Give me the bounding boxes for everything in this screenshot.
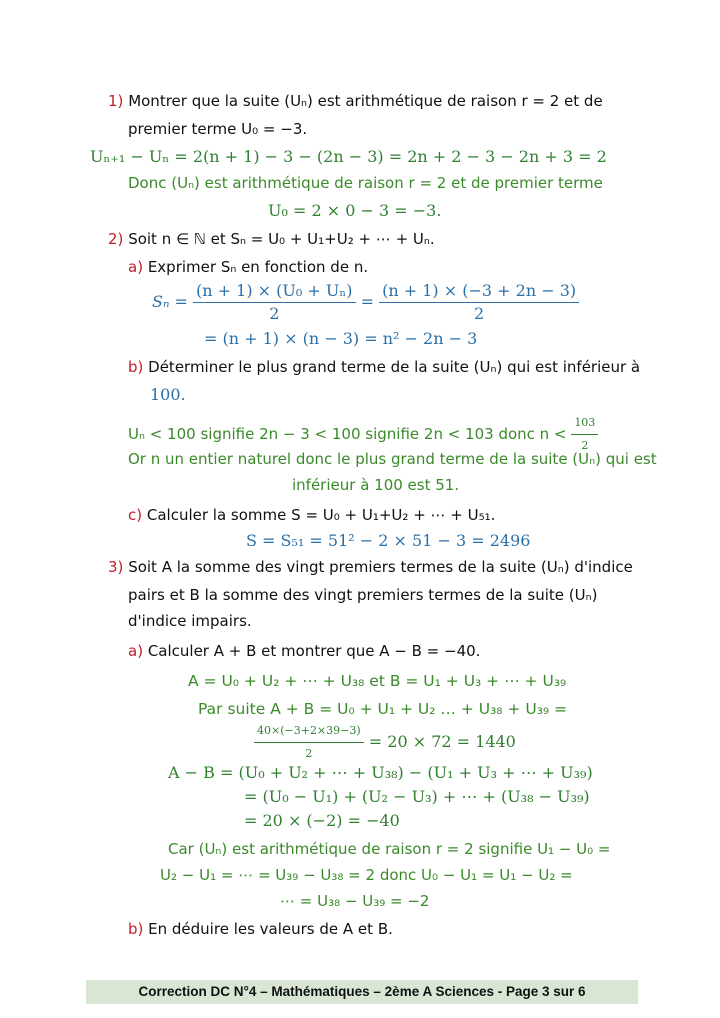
subquestion-label: a) [128,642,144,660]
answer-3a-line8: U₂ − U₁ = ⋯ = U₃₉ − U₃₈ = 2 donc U₀ − U₁ = U₁ − U₂ = [160,866,573,884]
subquestion-text: Exprimer Sₙ en fonction de n. [147,258,369,276]
fraction-denominator: 2 [474,304,485,323]
fraction-denominator: 2 [305,747,313,760]
answer-3a-line2: Par suite A + B = U₀ + U₁ + U₂ … + U₃₈ + U₃₉ = [198,700,568,718]
question-number: 1) [108,92,124,110]
fraction-1 [193,280,356,325]
fraction-denominator: 2 [269,304,280,323]
subquestion-label: b) [128,358,144,376]
question-text: Montrer que la suite (Uₙ) est arithmétique de raison r = 2 et de [128,92,603,110]
question-number: 2) [108,230,124,248]
answer-2c: S = S₅₁ = 51² − 2 × 51 − 3 = 2496 [246,531,531,550]
question-3b [128,918,393,940]
page-footer: Correction DC N°4 – Mathématiques – 2ème A Sciences - Page 3 sur 6 [86,980,638,1004]
question-3-line3: d'indice impairs. [128,612,252,630]
question-2 [108,228,435,250]
question-number: 3) [108,558,124,576]
fraction-numerator: 103 [571,412,598,435]
question-3-line2: pairs et B la somme des vingt premiers termes de la suite (Uₙ) [128,586,598,604]
fraction-2 [379,280,579,325]
question-1 [108,90,603,112]
answer-text: Uₙ < 100 signifie 2n − 3 < 100 signifie 2n < 103 donc n < [128,425,567,443]
question-3 [108,556,633,578]
question-2b-line2: 100. [150,385,186,404]
lhs: Sₙ = [152,292,188,311]
question-text: Soit A la somme des vingt premiers termes de la suite (Uₙ) d'indice [128,558,633,576]
answer-3a-line7: Car (Uₙ) est arithmétique de raison r = 2 signifie U₁ − U₀ = [168,840,611,858]
question-2a [128,256,368,278]
answer-1-line2: Donc (Uₙ) est arithmétique de raison r = 2 et de premier terme [128,174,603,192]
question-text: Soit n ∈ ℕ et Sₙ = U₀ + U₁+U₂ + ⋯ + Uₙ. [128,230,435,248]
subquestion-text: Calculer A + B et montrer que A − B = −40. [147,642,481,660]
subquestion-text: Calculer la somme S = U₀ + U₁+U₂ + ⋯ + U₅₁. [146,506,496,524]
answer-1-line1: Uₙ₊₁ − Uₙ = 2(n + 1) − 3 − (2n − 3) = 2n + 2 − 3 − 2n + 3 = 2 [90,147,607,166]
fraction-numerator: 40×(−3+2×39−3) [254,720,364,743]
answer-3a-line6: = 20 × (−2) = −40 [244,811,400,830]
subquestion-label: b) [128,920,144,938]
answer-1-line3: U₀ = 2 × 0 − 3 = −3. [268,201,442,220]
answer-3a-line4: A − B = (U₀ + U₂ + ⋯ + U₃₈) − (U₁ + U₃ + ⋯ + U₃₉) [168,763,593,782]
question-1-line2: premier terme U₀ = −3. [128,120,308,138]
subquestion-label: c) [128,506,143,524]
subquestion-label: a) [128,258,144,276]
fraction [254,720,364,765]
question-2c [128,504,495,526]
answer-2b-line3: inférieur à 100 est 51. [292,476,460,494]
answer-2a-line1 [152,280,579,325]
answer-2a-line2: = (n + 1) × (n − 3) = n² − 2n − 3 [204,329,478,348]
answer-text: = 20 × 72 = 1440 [368,732,516,751]
answer-3a-line9: ⋯ = U₃₈ − U₃₉ = −2 [280,892,430,910]
answer-2b-line2: Or n un entier naturel donc le plus grand terme de la suite (Uₙ) qui est [128,450,657,468]
question-3a [128,640,480,662]
fraction-numerator: (n + 1) × (−3 + 2n − 3) [379,280,579,303]
answer-3a-line1: A = U₀ + U₂ + ⋯ + U₃₈ et B = U₁ + U₃ + ⋯ + U₃₉ [188,672,567,690]
equals: = [360,292,375,311]
subquestion-text: En déduire les valeurs de A et B. [148,920,393,938]
fraction-numerator: (n + 1) × (U₀ + Uₙ) [193,280,356,303]
question-2b [128,356,640,378]
subquestion-text: Déterminer le plus grand terme de la suite (Uₙ) qui est inférieur à [148,358,641,376]
answer-3a-line3 [254,720,516,765]
fraction-denominator: 2 [581,439,589,452]
answer-3a-line5: = (U₀ − U₁) + (U₂ − U₃) + ⋯ + (U₃₈ − U₃₉) [244,787,590,806]
